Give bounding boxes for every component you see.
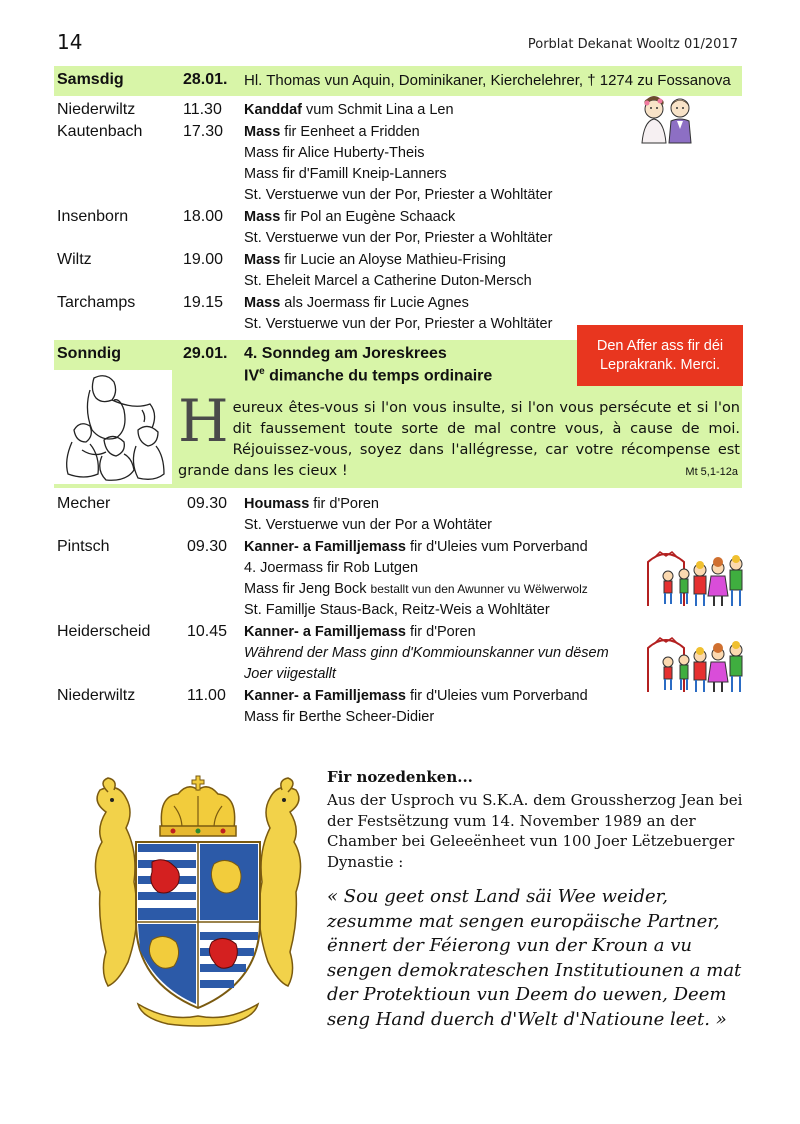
time: 11.30 — [183, 101, 222, 118]
beatitudes-illustration — [54, 370, 172, 484]
schedule-line: St. Eheleit Marcel a Catherine Duton-Mersch — [244, 273, 532, 289]
schedule-line: Joer viigestallt — [244, 666, 336, 682]
service-type: Mass — [244, 124, 281, 140]
place: Pintsch — [57, 538, 110, 555]
intention: Mass fir Jeng Bock — [244, 581, 371, 597]
schedule-line: St. Verstuerwe vun der Por, Priester a Wohltäter — [244, 230, 553, 246]
intention: als Joermass fir Lucie Agnes — [280, 295, 469, 311]
roman-numeral: IV — [244, 367, 260, 385]
gospel-quote — [178, 387, 740, 482]
drop-cap: H — [178, 387, 229, 455]
time: 10.45 — [187, 623, 228, 640]
service-type: Mass — [244, 295, 281, 311]
place: Wiltz — [57, 251, 92, 268]
quote-text: « Sou geet onst Land säi Wee weider, zesumme mat sengen europäische Partner, ënnert der Féierong vun der Kroun a vu sengen demokrateschen Institutiounen a mat der Protektioun vun Deem do uewen, Deem seng Hand duerch d'Welt d'Natioune leet. » — [327, 886, 742, 1030]
schedule-line — [244, 124, 420, 140]
place: Insenborn — [57, 208, 129, 225]
schedule-line: St. Famillje Staus-Back, Reitz-Weis a Wohltäter — [244, 602, 550, 618]
place: Mecher — [57, 495, 111, 512]
beatitudes-illustration-frame — [54, 370, 172, 484]
service-type: Kanner- a Familljemass — [244, 539, 406, 555]
intention: fir Eenheet a Fridden — [280, 124, 420, 140]
schedule-line — [244, 539, 588, 555]
gospel-text: eureux êtes-vous si l'on vous insulte, si l'on vous persécute et si l'on dit faussement toute sorte de mal contre vous, à cause de moi. Réjouissez-vous, soyez dans l'allégresse, car votre récompense est grande dans les cieux ! — [178, 400, 740, 479]
intention: fir d'Uleies vum Porverband — [406, 688, 588, 704]
schedule-line: 4. Joermass fir Rob Lutgen — [244, 560, 419, 576]
schedule-line: Mass fir d'Famill Kneip-Lanners — [244, 166, 447, 182]
place: Niederwiltz — [57, 687, 136, 704]
family-illustration — [640, 542, 746, 608]
service-type: Mass — [244, 209, 281, 225]
intention: fir d'Poren — [406, 624, 476, 640]
intention: fir Lucie an Aloyse Mathieu-Frising — [280, 252, 506, 268]
schedule-line: St. Verstuerwe vun der Por a Wohtäter — [244, 517, 492, 533]
intention-note: bestallt vun den Awunner vu Wëlwerwolz — [370, 582, 588, 596]
time: 18.00 — [183, 208, 224, 225]
ordinal-suffix: e — [259, 366, 265, 377]
publication-header: Porblat Dekanat Wooltz 01/2017 — [527, 37, 738, 52]
schedule-line — [244, 688, 588, 704]
page-number: 14 — [57, 30, 83, 54]
time: 17.30 — [183, 123, 224, 140]
offering-notice: Den Affer ass fir déi Leprakrank. Merci. — [577, 325, 743, 386]
place: Tarchamps — [57, 294, 136, 311]
sunday-date: 29.01. — [183, 345, 228, 362]
schedule-line: Während der Mass ginn d'Kommiounskanner vun dësem — [244, 645, 609, 661]
schedule-line — [244, 624, 476, 640]
quote-intro: Aus der Usproch vu S.K.A. dem Groussherzog Jean bei der Festsëtzung vum 14. November 1989 an der Chamber bei Geleeënheet vun 100 Joer Lëtzebuerger Dynastie : — [327, 791, 743, 871]
saturday-day: Samsdig — [57, 71, 124, 88]
schedule-line — [244, 252, 506, 268]
place: Kautenbach — [57, 123, 143, 140]
sunday-title-1: 4. Sonndeg am Joreskrees — [244, 345, 447, 362]
service-type: Kanddaf — [244, 102, 302, 118]
service-type: Kanner- a Familljemass — [244, 688, 406, 704]
sunday-title-2-text: dimanche du temps ordinaire — [264, 367, 493, 385]
service-type: Kanner- a Familljemass — [244, 624, 406, 640]
schedule-line: St. Verstuerwe vun der Por, Priester a Wohltäter — [244, 316, 553, 332]
sunday-day: Sonndig — [57, 345, 121, 362]
service-type: Houmass — [244, 496, 310, 512]
intention: fir Pol an Eugène Schaack — [280, 209, 456, 225]
time: 09.30 — [187, 495, 228, 512]
saturday-date: 28.01. — [183, 71, 228, 88]
crown-icon — [160, 776, 236, 836]
gospel-reference: Mt 5,1-12a — [685, 466, 738, 478]
time: 11.00 — [187, 687, 226, 704]
schedule-line: Mass fir Alice Huberty-Theis — [244, 145, 425, 161]
time: 19.00 — [183, 251, 224, 268]
family-illustration — [640, 628, 746, 694]
coat-of-arms-illustration — [78, 772, 318, 1027]
schedule-line — [244, 496, 379, 512]
time: 19.15 — [183, 294, 224, 311]
schedule-line: Mass fir Berthe Scheer-Didier — [244, 709, 435, 725]
place: Heiderscheid — [57, 623, 151, 640]
saturday-feast: Hl. Thomas vun Aquin, Dominikaner, Kierchelehrer, † 1274 zu Fossanova — [244, 72, 731, 89]
quote-title: Fir nozedenken... — [327, 768, 473, 786]
schedule-line — [244, 102, 454, 118]
schedule-line — [244, 295, 469, 311]
schedule-line: St. Verstuerwe vun der Por, Priester a Wohltäter — [244, 187, 553, 203]
place: Niederwiltz — [57, 101, 136, 118]
service-type: Mass — [244, 252, 281, 268]
schedule-line — [244, 209, 455, 225]
intention: fir d'Poren — [309, 496, 379, 512]
sunday-title-2 — [244, 366, 492, 385]
schedule-line — [244, 581, 588, 597]
intention: fir d'Uleies vum Porverband — [406, 539, 588, 555]
couple-illustration — [636, 95, 698, 145]
intention: vum Schmit Lina a Len — [302, 102, 454, 118]
time: 09.30 — [187, 538, 228, 555]
